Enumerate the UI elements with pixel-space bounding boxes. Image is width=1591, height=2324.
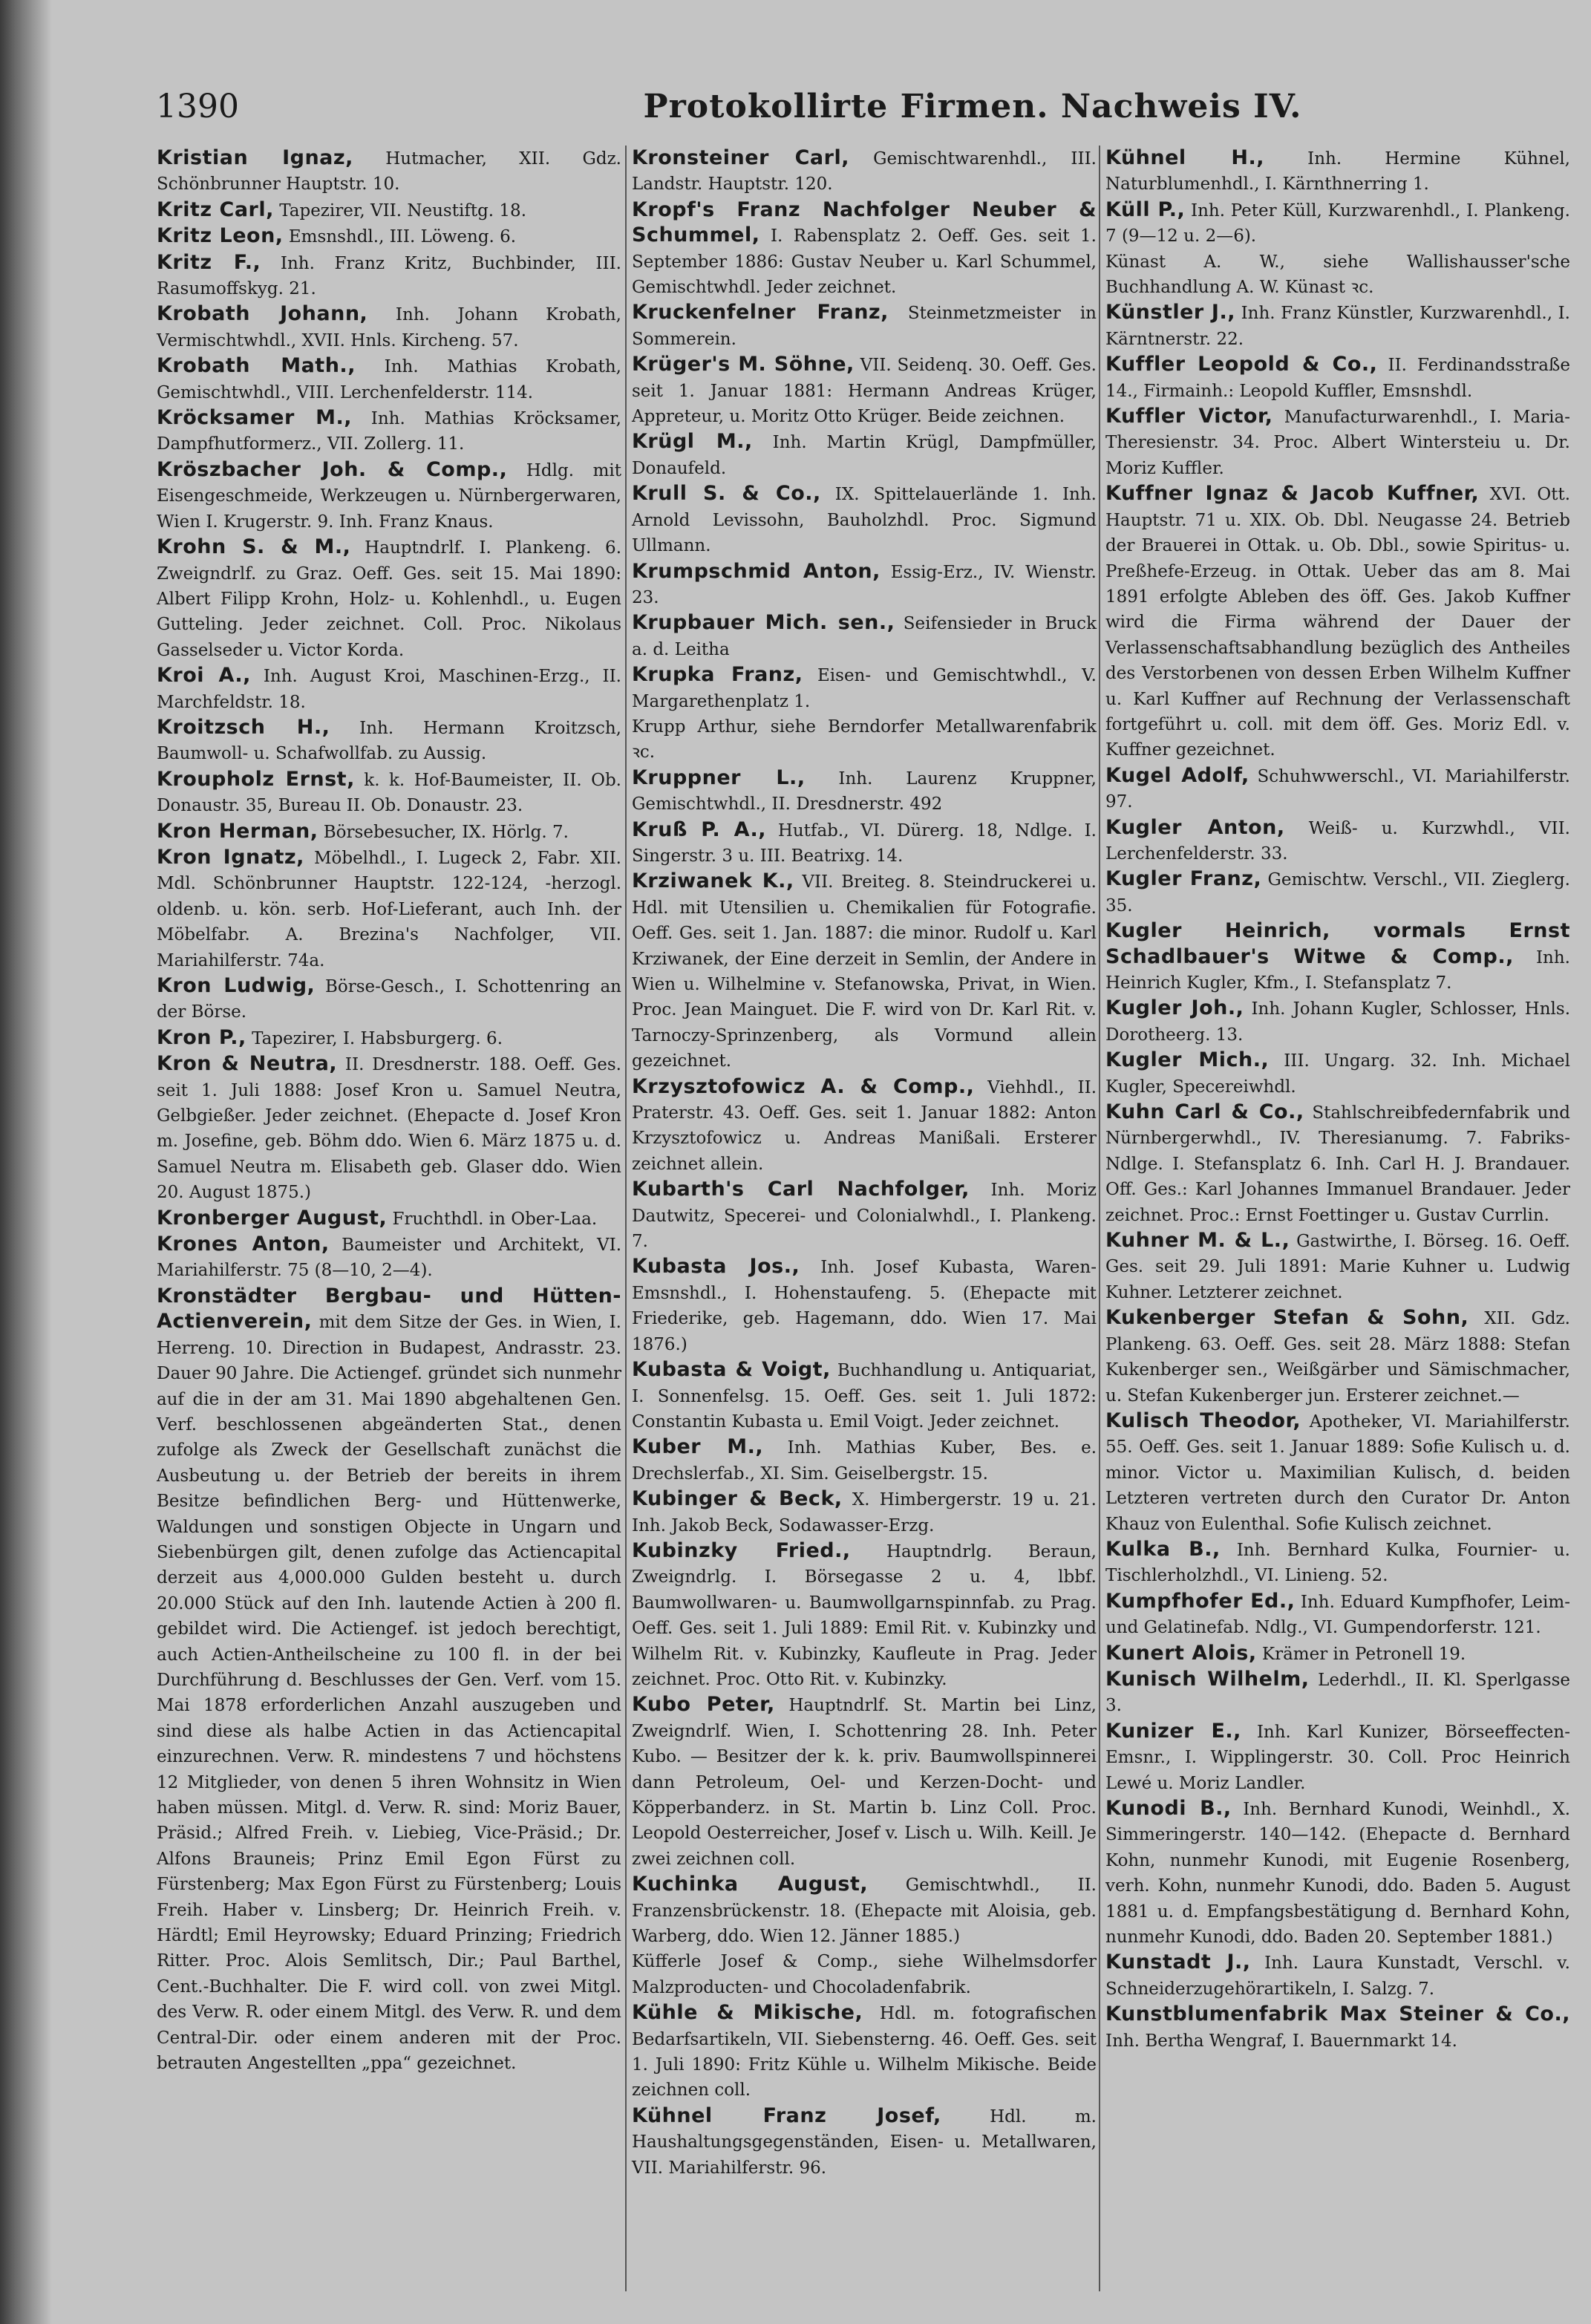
- firm-name: Kubinzky Fried.,: [632, 1538, 851, 1562]
- firm-details: k. k. Hof-Baumeister, II. Ob. Donaustr. 35, Bureau II. Ob. Donaustr. 23.: [157, 770, 621, 816]
- firm-details: XVI. Ott. Hauptstr. 71 u. XIX. Ob. Dbl. Neugasse 24. Betrieb der Brauerei in Ottak. u. Ob. Dbl., sowie Spiritus- u. Preßhefe-Erzeug. in Ottak. Ueber das am 8. Mai 1891 erfolgte Ableben des öff. Ges. Jakob Kuffner wird die Firma während der Dauer der Verlassenschaftsabhandlung bezüglich des Antheiles des Verstorbenen von dessen Erben Wilhelm Kuffner u. Karl Kuffner auf Rechnung der Verlassenschaft fortgeführt u. coll. mit dem öff. Ges. Moriz Edl. v. Kuffner gezeichnet.: [1105, 485, 1571, 760]
- directory-entry: [627, 1538, 1101, 1692]
- firm-name: Kruppner L.,: [632, 766, 806, 789]
- firm-name: Kubo Peter,: [632, 1693, 775, 1717]
- firm-name: Kunisch Wilhelm,: [1105, 1667, 1310, 1691]
- firm-details: IX. Spittelauerlände 1. Inh. Arnold Levissohn, Bauholzhdl. Proc. Sigmund Ullmann.: [632, 485, 1097, 556]
- directory-entry: [1101, 1667, 1575, 1719]
- firm-name: Kugler Mich.,: [1105, 1048, 1270, 1072]
- directory-entry: [1101, 815, 1575, 867]
- firm-details: Fruchthdl. in Ober-Laa.: [387, 1209, 598, 1229]
- book-gutter-shadow: [0, 0, 52, 2324]
- directory-entry: [152, 1284, 626, 2077]
- column-3: [1101, 146, 1575, 2299]
- column-divider: [1099, 146, 1100, 2291]
- firm-name: Krziwanek K.,: [632, 869, 794, 893]
- firm-details: Gastwirthe, I. Börseg. 16. Oeff. Ges. seit 29. Juli 1891: Marie Kuhner u. Ludwig Kuhner. Letzterer zeichnet.: [1105, 1232, 1570, 1302]
- directory-entry: [1101, 1950, 1575, 2002]
- firm-details: Gemischtwarenhdl., III. Landstr. Hauptstr. 120.: [632, 149, 1097, 195]
- directory-entry: [627, 869, 1101, 1074]
- firm-details: Hauptndrlf. I. Plankeng. 6. Zweigndrlf. zu Graz. Oeff. Ges. seit 15. Mai 1890: Albert Filipp Krohn, Holz- u. Kohlenhdl., u. Eugen Gutteling. Jeder zeichnet. Coll. Proc. Nikolaus Gasselseder u. Victor Korda.: [157, 538, 622, 660]
- directory-entry: [627, 1872, 1101, 1949]
- firm-name: Kron P.,: [157, 1025, 246, 1049]
- firm-details: Buchhandlung u. Antiquariat, I. Sonnenfelsg. 15. Oeff. Ges. seit 1. Juli 1872: Constantin Kubasta u. Emil Voigt. Jeder zeichnet.: [632, 1361, 1097, 1432]
- firm-details: Inh. Johann Krobath, Vermischtwhdl., XVII. Hnls. Kircheng. 57.: [157, 305, 621, 350]
- firm-details: XII. Gdz. Plankeng. 63. Oeff. Ges. seit 28. März 1888: Stefan Kukenberger sen., Weißgärber und Sämischmacher, u. Stefan Kukenberger jun. Ersterer zeichnet.—: [1105, 1309, 1570, 1406]
- firm-name: Kubarth's Carl Nachfolger,: [632, 1178, 970, 1201]
- firm-name: Kukenberger Stefan & Sohn,: [1105, 1306, 1469, 1330]
- directory-entry: [1101, 146, 1575, 198]
- firm-name: Kristian Ignaz,: [157, 146, 353, 169]
- column-2: [627, 146, 1101, 2299]
- directory-entry: [627, 300, 1101, 352]
- directory-entry: [152, 1051, 626, 1205]
- directory-entry: [1101, 1048, 1575, 1100]
- directory-entry: [1101, 481, 1575, 763]
- firm-details: Inh. Mathias Kröcksamer, Dampfhutformerz., VII. Zollerg. 11.: [157, 409, 621, 454]
- firm-name: Krumpschmid Anton,: [632, 559, 881, 583]
- page-header: [156, 88, 1559, 132]
- directory-entry: [152, 845, 626, 973]
- directory-entry: [627, 146, 1101, 198]
- firm-name: Kröszbacher Joh. & Comp.,: [157, 457, 508, 481]
- firm-details: Inh. Josef Kubasta, Waren-Emsnshdl., I. Hohenstaufeng. 5. (Ehepacte mit Friederike, geb. Hagemann, ddo. Wien 17. Mai 1876.): [632, 1258, 1097, 1354]
- directory-entry: [1101, 996, 1575, 1048]
- directory-entry: [152, 1206, 626, 1232]
- directory-entry: [627, 1434, 1101, 1486]
- firm-details: Tapezirer, VII. Neustiftg. 18.: [273, 200, 527, 221]
- directory-entry: [1101, 1589, 1575, 1641]
- firm-name: Krupka Franz,: [632, 663, 803, 687]
- firm-details: Emsnshdl., III. Löweng. 6.: [283, 227, 517, 247]
- directory-entry: [152, 663, 626, 715]
- firm-details: Inh. Heinrich Kugler, Kfm., I. Stefansplatz 7.: [1105, 947, 1570, 993]
- firm-details: mit dem Sitze der Ges. in Wien, I. Herreng. 10. Direction in Budapest, Andrasstr. 23. Dauer 90 Jahre. Die Actiengef. gründet sich nunmehr auf die in der am 31. Mai 1890 abgehaltenen Gen. Verf. beschlossenen abgeänderten Stat., denen zufolge als Zweck der Gesellschaft zunächst die Ausbeutung u. der Betrieb der bereits in ihrem Besitze befindlichen Berg- und Hüttenwerke, Waldungen und sonstigen Objecte in Ungarn und Siebenbürgen gilt, denen zufolge das Actiencapital derzeit aus 4,000.000 Gulden besteht u. durch 20.000 Stück auf den Inh. lautende Actien à 200 fl. gebildet wird. Die Actiengef. ist jedoch berechtigt, auch Actien-Antheilscheine zu 100 fl. in der bei Durchführung d. Beschlusses der Gen. Verf. vom 15. Mai 1878 erforderlichen Anzahl auszugeben und sind diese als halbe Actien in das Actiencapital einzurechnen. Verw. R. mindestens 7 und höchstens 12 Mitglieder, von denen 5 ihren Wohnsitz in Wien haben müssen. Mitgl. d. Verw. R. sind: Moriz Bauer, Präsid.; Alfred Freih. v. Liebieg, Vice-Präsid.; Dr. Alfons Brauneis; Prinz Emil Egon Fürst zu Fürstenberg; Max Egon Fürst zu Fürstenberg; Louis Freih. Haber v. Linsberg; Dr. Heinrich Freih. v. Härdtl; Emil Heyrowsky; Eduard Prinzing; Friedrich Ritter. Proc. Alois Semlitsch, Dir.; Paul Barthel, Cent.-Buchhalter. Die F. wird coll. von zwei Mitgl. des Verw. R. oder einem Mitgl. des Verw. R. und dem Central-Dir. oder einem anderen mit der Proc. betrauten Angestellten „ppa“ gezeichnet.: [157, 1313, 621, 2074]
- directory-entry: [152, 223, 626, 249]
- directory-entry: [1101, 404, 1575, 481]
- firm-details: Hdlg. mit Eisengeschmeide, Werkzeugen u. Nürnbergerwaren, Wien I. Krugerstr. 9. Inh. Franz Knaus.: [157, 460, 621, 532]
- directory-entry: [1101, 1719, 1575, 1796]
- directory-entry: [627, 198, 1101, 301]
- firm-details: Inh. Franz Künstler, Kurzwarenhdl., I. Kärntnerstr. 22.: [1105, 304, 1570, 349]
- firm-details: Hauptndrlf. St. Martin bei Linz, Zweigndrlf. Wien, I. Schottenring 28. Inh. Peter Kubo. — Besitzer der k. k. priv. Baumwollspinnerei dann Petroleum, Oel- und Kerzen-Docht- und Köpperbanderz. in St. Martin b. Linz Coll. Proc. Leopold Oesterreicher, Josef v. Lisch u. Wilh. Keill. Je zwei zeichnen coll.: [632, 1696, 1097, 1869]
- firm-name: Kulka B.,: [1105, 1537, 1221, 1561]
- directory-entry: [1101, 300, 1575, 352]
- directory-entry: [627, 714, 1101, 766]
- directory-entry: [1101, 1641, 1575, 1667]
- firm-name: Kubasta & Voigt,: [632, 1358, 831, 1382]
- firm-name: Krupbauer Mich. sen.,: [632, 611, 895, 635]
- firm-name: Kunstadt J.,: [1105, 1951, 1251, 1974]
- firm-name: Kuhn Carl & Co.,: [1105, 1100, 1304, 1124]
- directory-entry: [1101, 2002, 1575, 2054]
- firm-details: Apotheker, VI. Mariahilferstr. 55. Oeff. Ges. seit 1. Januar 1889: Sofie Kulisch u. d. minor. Victor u. Maximilian Kulisch, d. beiden Letzteren vertreten durch den Curator Dr. Anton Khauz von Eulenthal. Sofie Kulisch zeichnet.: [1105, 1411, 1570, 1534]
- directory-entry: [152, 353, 626, 405]
- directory-entry: [627, 1357, 1101, 1434]
- firm-name: Kugler Franz,: [1105, 867, 1262, 891]
- firm-name: Kunodi B.,: [1105, 1797, 1232, 1820]
- firm-name: Kron Ignatz,: [157, 845, 304, 869]
- column-divider: [625, 146, 627, 2291]
- firm-name: Kritz F.,: [157, 250, 261, 274]
- firm-name: Kropf's Franz Nachfolger Neuber & Schummel,: [632, 198, 1097, 247]
- directory-entry: [1101, 1305, 1575, 1409]
- directory-entry: [627, 766, 1101, 817]
- firm-name: Krohn S. & M.,: [157, 535, 351, 559]
- firm-name: Kroitzsch H.,: [157, 715, 330, 739]
- directory-entry: [627, 481, 1101, 558]
- firm-details: Inh. Franz Kritz, Buchbinder, III. Rasumoffskyg. 21.: [157, 253, 621, 299]
- directory-entry: [152, 301, 626, 353]
- directory-entry: [152, 405, 626, 457]
- firm-name: Krüger's M. Söhne,: [632, 353, 855, 376]
- directory-entry: [1101, 1796, 1575, 1950]
- firm-name: Krull S. & Co.,: [632, 482, 821, 506]
- directory-entry: [152, 1232, 626, 1284]
- firm-name: Kruß P. A.,: [632, 817, 767, 841]
- firm-details: Inh. Bernhard Kunodi, Weinhdl., X. Simmeringerstr. 140—142. (Ehepacte d. Bernhard Kohn, nunmehr Kunodi, mit Eugenie Rosenberg, verh. Kohn, nunmehr Kunodi, ddo. Baden 5. August 1881 u. d. Empfangsbestätigung d. Bernhard Kohn, nunmehr Kunodi, ddo. Baden 20. September 1881.): [1105, 1800, 1571, 1948]
- firm-name: Kugler Anton,: [1105, 815, 1285, 839]
- firm-name: Kugel Adolf,: [1105, 763, 1249, 787]
- firm-details: Viehhdl., II. Praterstr. 43. Oeff. Ges. seit 1. Januar 1882: Anton Krzysztofowicz u. Andreas Manißali. Ersterer zeichnet allein.: [632, 1077, 1097, 1174]
- firm-details: Seifensieder in Bruck a. d. Leitha: [632, 614, 1097, 659]
- directory-entry: [627, 559, 1101, 611]
- firm-details: Hauptndrlg. Beraun, Zweigndrlg. I. Börsegasse 2 u. 4, lbbf. Baumwollwaren- u. Baumwollgarnspinnfab. zu Prag. Oeff. Ges. seit 1. Juli 1889: Emil Rit. v. Kubinzky und Wilhelm Rit. v. Kubinzky, Kaufleute in Prag. Jeder zeichnet. Proc. Otto Rit. v. Kubinzky.: [632, 1541, 1097, 1689]
- directory-entry: [627, 1949, 1101, 2000]
- directory-entry: [627, 429, 1101, 481]
- firm-name: Krzysztofowicz A. & Comp.,: [632, 1074, 975, 1098]
- firm-name: Kumpfhofer Ed.,: [1105, 1589, 1296, 1613]
- directory-entry: [1101, 1228, 1575, 1305]
- directory-entry: [1101, 352, 1575, 404]
- directory-entry: [152, 973, 626, 1025]
- firm-details: Küfferle Josef & Comp., siehe Wilhelmsdorfer Malzproducten- und Chocoladenfabrik.: [632, 1952, 1097, 1997]
- firm-name: Kunstblumenfabrik Max Steiner & Co.,: [1105, 2003, 1570, 2026]
- firm-details: Baumeister und Architekt, VI. Mariahilferstr. 75 (8—10, 2—4).: [157, 1236, 621, 1281]
- firm-name: Kugler Joh.,: [1105, 996, 1244, 1020]
- firm-details: Inh. August Kroi, Maschinen-Erzg., II. Marchfeldstr. 18.: [157, 667, 621, 712]
- directory-entry: [627, 1486, 1101, 1538]
- firm-name: Kühnel H.,: [1105, 146, 1264, 169]
- firm-name: Kubasta Jos.,: [632, 1255, 800, 1279]
- firm-name: Kugler Heinrich, vormals Ernst Schadlbauer's Witwe & Comp.,: [1105, 919, 1570, 968]
- firm-name: Kronsteiner Carl,: [632, 146, 849, 169]
- running-title: Protokollirte Firmen. Nachweis IV.: [643, 88, 1302, 125]
- directory-entry: [1101, 763, 1575, 815]
- directory-entry: [1101, 918, 1575, 996]
- directory-entry: [627, 1692, 1101, 1872]
- directory-entry: [152, 457, 626, 535]
- firm-details: Inh. Johann Kugler, Schlosser, Hnls. Dorotheerg. 13.: [1105, 999, 1571, 1045]
- firm-name: Kunert Alois,: [1105, 1641, 1257, 1665]
- firm-name: Kuhner M. & L.,: [1105, 1229, 1290, 1253]
- firm-details: Inh. Bernhard Kulka, Fournier- u. Tischlerholzhdl., VI. Linieng. 52.: [1105, 1540, 1570, 1586]
- firm-name: Kühle & Mikische,: [632, 2001, 863, 2025]
- firm-details: Weiß- u. Kurzwhdl., VII. Lerchenfelderstr. 33.: [1105, 818, 1570, 864]
- firm-details: Inh. Karl Kunizer, Börseeffecten-Emsnr., I. Wipplingerstr. 30. Coll. Proc Heinrich Lewé u. Moriz Landler.: [1105, 1722, 1570, 1793]
- firm-details: Steinmetzmeister in Sommerein.: [632, 304, 1097, 349]
- firm-details: Inh. Mathias Krobath, Gemischtwhdl., VIII. Lerchenfelderstr. 114.: [157, 357, 621, 402]
- firm-name: Kühnel Franz Josef,: [632, 2103, 941, 2127]
- firm-name: Krobath Math.,: [157, 354, 356, 378]
- directory-entry: [1101, 1100, 1575, 1228]
- firm-name: Kuffler Leopold & Co.,: [1105, 353, 1378, 376]
- firm-details: I. Rabensplatz 2. Oeff. Ges. seit 1. September 1886: Gustav Neuber u. Karl Schummel, Gemischtwhdl. Jeder zeichnet.: [632, 226, 1097, 298]
- firm-name: Kronstädter Bergbau- und Hütten-Actienverein,: [157, 1284, 621, 1334]
- directory-entry: [627, 817, 1101, 869]
- firm-details: Krupp Arthur, siehe Berndorfer Metallwarenfabrik ꝛc.: [632, 717, 1097, 763]
- firm-details: VII. Breiteg. 8. Steindruckerei u. Hdl. mit Utensilien u. Chemikalien für Fotografie. Oeff. Ges. seit 1. Jan. 1887: die minor. Rudolf u. Karl Krziwanek, der Eine derzeit in Semlin, der Andere in Wien u. Wilhelmine v. Stefanowska, Privat, in Wien. Proc. Jean Mainguet. Die F. wird von Dr. Karl Rit. v. Tarnoczy-Sprinzenberg, als Vormund allein gezeichnet.: [632, 872, 1097, 1071]
- firm-details: Hutfab., VI. Dürerg. 18, Ndlge. I. Singerstr. 3 u. III. Beatrixg. 14.: [632, 820, 1097, 866]
- firm-details: Inh. Laurenz Kruppner, Gemischtwhdl., II. Dresdnerstr. 492: [632, 768, 1097, 815]
- firm-details: X. Himbergerstr. 19 u. 21. Inh. Jakob Beck, Sodawasser-Erzg.: [632, 1490, 1097, 1535]
- directory-entry: [1101, 866, 1575, 918]
- firm-name: Kronberger August,: [157, 1206, 388, 1230]
- directory-entry: [1101, 1537, 1575, 1589]
- directory-entry: [152, 767, 626, 819]
- directory-entry: [627, 662, 1101, 714]
- firm-name: Kroi A.,: [157, 664, 251, 688]
- directory-entry: [627, 1177, 1101, 1254]
- directory-entry: [627, 1074, 1101, 1178]
- firm-details: Tapezirer, I. Habsburgerg. 6.: [246, 1028, 503, 1048]
- firm-details: Künast A. W., siehe Wallishausser'sche Buchhandlung A. W. Künast ꝛc.: [1105, 252, 1570, 298]
- directory-entry: [152, 715, 626, 767]
- firm-details: II. Dresdnerstr. 188. Oeff. Ges. seit 1. Juli 1888: Josef Kron u. Samuel Neutra, Gelbgießer. Jeder zeichnet. (Ehepacte d. Josef Kron m. Josefine, geb. Böhm ddo. Wien 6. März 1875 u. d. Samuel Neutra m. Elisabeth geb. Glaser ddo. Wien 20. August 1875.): [157, 1055, 621, 1203]
- firm-name: Kröcksamer M.,: [157, 406, 353, 430]
- firm-details: Inh. Mathias Kuber, Bes. e. Drechslerfab., XI. Sim. Geiselbergstr. 15.: [632, 1438, 1097, 1483]
- directory-entry: [152, 250, 626, 302]
- firm-name: Kron & Neutra,: [157, 1052, 338, 1076]
- firm-details: Hutmacher, XII. Gdz. Schönbrunner Hauptstr. 10.: [157, 149, 621, 195]
- directory-entry: [627, 610, 1101, 662]
- directory-entry: [627, 2000, 1101, 2103]
- firm-details: Börse-Gesch., I. Schottenring an der Börse.: [157, 977, 621, 1022]
- firm-name: Krügl M.,: [632, 430, 753, 454]
- firm-details: Gemischtw. Verschl., VII. Zieglerg. 35.: [1105, 870, 1570, 915]
- firm-details: Börsebesucher, IX. Hörlg. 7.: [318, 822, 569, 842]
- firm-details: Hdl. m. fotografischen Bedarfsartikeln, VII. Siebensterng. 46. Oeff. Ges. seit 1. Juli 1890: Fritz Kühle u. Wilhelm Mikische. Beide zeichnen coll.: [632, 2004, 1097, 2101]
- directory-entry: [1101, 198, 1575, 249]
- firm-name: Kuffner Ignaz & Jacob Kuffner,: [1105, 482, 1480, 506]
- directory-entry: [627, 352, 1101, 429]
- firm-name: Kritz Carl,: [157, 198, 274, 221]
- directory-entry: [152, 819, 626, 845]
- firm-details: Hdl. m. Haushaltungsgegenständen, Eisen- u. Metallwaren, VII. Mariahilferstr. 96.: [632, 2106, 1097, 2178]
- firm-name: Kuchinka August,: [632, 1873, 869, 1896]
- directory-entry: [152, 146, 626, 198]
- directory-entry: [627, 1254, 1101, 1357]
- directory-entry: [627, 2103, 1101, 2181]
- firm-name: Kuber M.,: [632, 1435, 764, 1459]
- firm-details: Schuhwwerschl., VI. Mariahilferstr. 97.: [1105, 766, 1570, 812]
- firm-details: Stahlschreibfedernfabrik und Nürnbergerwhdl., IV. Theresianumg. 7. Fabriks-Ndlge. I. Stefansplatz 6. Inh. Carl H. J. Brandauer. Off. Ges.: Karl Johannes Immanuel Brandauer. Jeder zeichnet. Proc.: Ernst Foettinger u. Gustav Currlin.: [1105, 1103, 1570, 1225]
- firm-name: Kritz Leon,: [157, 224, 284, 248]
- firm-name: Kron Herman,: [157, 819, 318, 843]
- firm-details: Inh. Hermine Kühnel, Naturblumenhdl., I. Kärnthnerring 1.: [1105, 149, 1570, 195]
- firm-details: Inh. Peter Küll, Kurzwarenhdl., I. Plankeng. 7 (9—12 u. 2—6).: [1105, 200, 1570, 247]
- firm-name: Kruckenfelner Franz,: [632, 301, 889, 324]
- firm-name: Kron Ludwig,: [157, 974, 316, 997]
- page-number: 1390: [156, 88, 239, 125]
- column-1: [152, 146, 626, 2299]
- firm-details: VII. Seidenq. 30. Oeff. Ges. seit 1. Januar 1881: Hermann Andreas Krüger, Appreteur, u. Moritz Otto Krüger. Beide zeichnen.: [632, 356, 1097, 427]
- firm-name: Kulisch Theodor,: [1105, 1409, 1301, 1432]
- firm-name: Kubinger & Beck,: [632, 1487, 843, 1511]
- firm-details: Eisen- und Gemischtwhdl., V. Margarethenplatz 1.: [632, 666, 1097, 711]
- firm-details: Krämer in Petronell 19.: [1256, 1644, 1466, 1664]
- firm-details: Inh. Eduard Kumpfhofer, Leim- und Gelatinefab. Ndlg., VI. Gumpendorferstr. 121.: [1105, 1592, 1570, 1638]
- directory-entry: [1101, 249, 1575, 301]
- firm-details: III. Ungarg. 32. Inh. Michael Kugler, Specereiwhdl.: [1105, 1051, 1570, 1097]
- firm-details: Inh. Laura Kunstadt, Verschl. v. Schneiderzugehörartikeln, I. Salzg. 7.: [1105, 1953, 1570, 1999]
- firm-name: Kuffler Victor,: [1105, 405, 1273, 428]
- firm-details: Inh. Martin Krügl, Dampfmüller, Donaufeld.: [632, 433, 1097, 478]
- firm-details: Inh. Moriz Dautwitz, Specerei- und Colonialwhdl., I. Plankeng. 7.: [632, 1181, 1097, 1252]
- firm-details: Möbelhdl., I. Lugeck 2, Fabr. XII. Mdl. Schönbrunner Hauptstr. 122-124, -herzogl. oldenb. u. kön. serb. Hof-Lieferant, auch Inh. der Möbelfabr. A. Brezina's Nachfolger, VII. Mariahilferstr. 74a.: [157, 848, 621, 970]
- firm-details: Gemischtwhdl., II. Franzensbrückenstr. 18. (Ehepacte mit Aloisia, geb. Warberg, ddo. Wien 12. Jänner 1885.): [632, 1876, 1097, 1947]
- firm-details: Inh. Hermann Kroitzsch, Baumwoll- u. Schafwollfab. zu Aussig.: [157, 718, 621, 764]
- firm-name: Krones Anton,: [157, 1233, 330, 1256]
- firm-details: Inh. Bertha Wengraf, I. Bauernmarkt 14.: [1105, 2031, 1457, 2051]
- directory-entry: [152, 1025, 626, 1051]
- columns-container: [152, 146, 1571, 2299]
- directory-entry: [152, 198, 626, 223]
- firm-name: Krobath Johann,: [157, 302, 368, 326]
- firm-details: Manufacturwarenhdl., I. Maria-Theresienstr. 34. Proc. Albert Wintersteiu u. Dr. Moriz Kuffler.: [1105, 408, 1570, 478]
- firm-details: Lederhdl., II. Kl. Sperlgasse 3.: [1105, 1670, 1570, 1716]
- firm-details: II. Ferdinandsstraße 14., Firmainh.: Leopold Kuffler, Emsnshdl.: [1105, 356, 1570, 401]
- firm-name: Küll P.,: [1105, 198, 1186, 221]
- directory-entry: [1101, 1409, 1575, 1537]
- firm-name: Kroupholz Ernst,: [157, 767, 355, 791]
- firm-name: Künstler J.,: [1105, 301, 1235, 324]
- firm-details: Essig-Erz., IV. Wienstr. 23.: [632, 562, 1097, 607]
- directory-entry: [152, 535, 626, 663]
- firm-name: Kunizer E.,: [1105, 1719, 1241, 1743]
